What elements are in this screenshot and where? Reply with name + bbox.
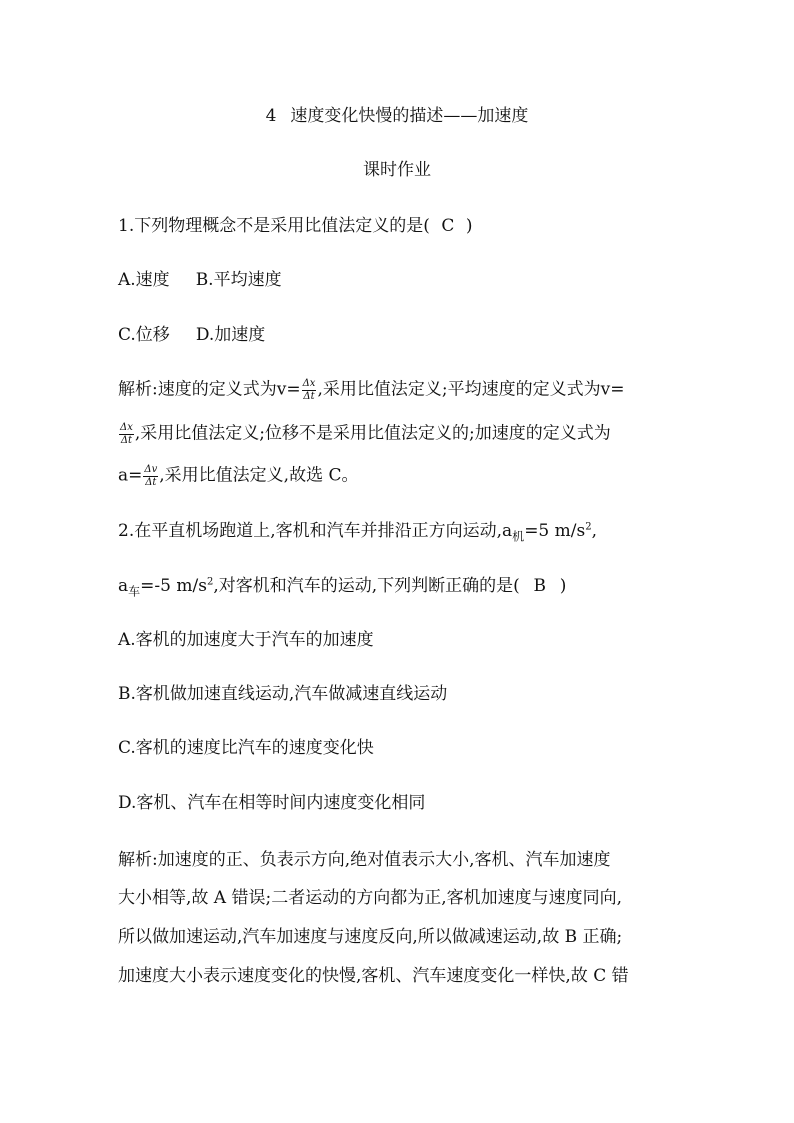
- q1-option-c: C.位移: [118, 325, 170, 345]
- q1-options-row-1: [118, 272, 282, 289]
- q1-analysis-line-2: $\frac{\Delta x}{\Delta t}$ ,采用比值法定义;位移不是采用比值法定义的;加速度的定义式为: [120, 422, 611, 446]
- page-subtitle: 课时作业: [363, 160, 431, 180]
- q1-stem: 1.下列物理概念不是采用比值法定义的是( C ): [118, 216, 473, 236]
- q2-stem-line-1: 2.在平直机场跑道上,客机和汽车并排沿正方向运动$,a_机=5$ $m/s^2$,: [118, 521, 598, 544]
- q2-option-a: A.客机的加速度大于汽车的加速度: [118, 630, 374, 650]
- q2-analysis-line-2: 大小相等,故 A 错误;二者运动的方向都为正,客机加速度与速度同向,: [118, 888, 623, 908]
- q1-analysis-line-3: a= $\frac{\Delta v}{\Delta t}$ ,采用比值法定义,故选 C。: [118, 464, 359, 488]
- subscript-plane: 机: [512, 529, 525, 544]
- q2-option-b: B.客机做加速直线运动,汽车做减速直线运动: [118, 684, 448, 704]
- superscript-2: 2: [206, 576, 214, 588]
- q2-analysis-line-1: 解析:加速度的正、负表示方向,绝对值表示大小,客机、汽车加速度: [118, 850, 611, 870]
- q1-option-b: B.平均速度: [195, 270, 282, 290]
- q1-option-a: A.速度: [118, 270, 170, 290]
- page-title: [0, 108, 794, 125]
- q1-analysis-line-1: 解析:速度的定义式为v= $\frac{\Delta x}{\Delta t}$ ,采用比值法定义;平均速度的定义式为v=: [118, 378, 625, 402]
- fraction-dv-dt: $\frac{\Delta v}{\Delta t}$: [144, 464, 158, 488]
- fraction-dx-dt: $\frac{\Delta x}{\Delta t}$: [302, 378, 316, 402]
- q2-stem-line-2: $a_车=-5$ $m/s^2$,对客机和汽车的运动,下列判断正确的是( B ): [118, 576, 567, 599]
- superscript-2: 2: [585, 521, 592, 533]
- q2-answer: B: [533, 576, 547, 596]
- q1-options-row-2: [118, 327, 265, 344]
- q2-option-d: D.客机、汽车在相等时间内速度变化相同: [118, 793, 426, 813]
- subscript-car: 车: [128, 584, 141, 599]
- q2-option-c: C.客机的速度比汽车的速度变化快: [118, 738, 374, 758]
- title-text: 速度变化快慢的描述——加速度: [290, 106, 529, 126]
- q1-answer: C: [441, 216, 455, 236]
- q1-option-d: D.加速度: [195, 325, 266, 345]
- fraction-dx-dt: $\frac{\Delta x}{\Delta t}$: [120, 422, 133, 446]
- q2-analysis-line-3: 所以做加速运动,汽车加速度与速度反向,所以做减速运动,故 B 正确;: [118, 927, 623, 947]
- q2-analysis-line-4: 加速度大小表示速度变化的快慢,客机、汽车速度变化一样快,故 C 错: [118, 966, 629, 986]
- chapter-number: 4: [265, 106, 277, 126]
